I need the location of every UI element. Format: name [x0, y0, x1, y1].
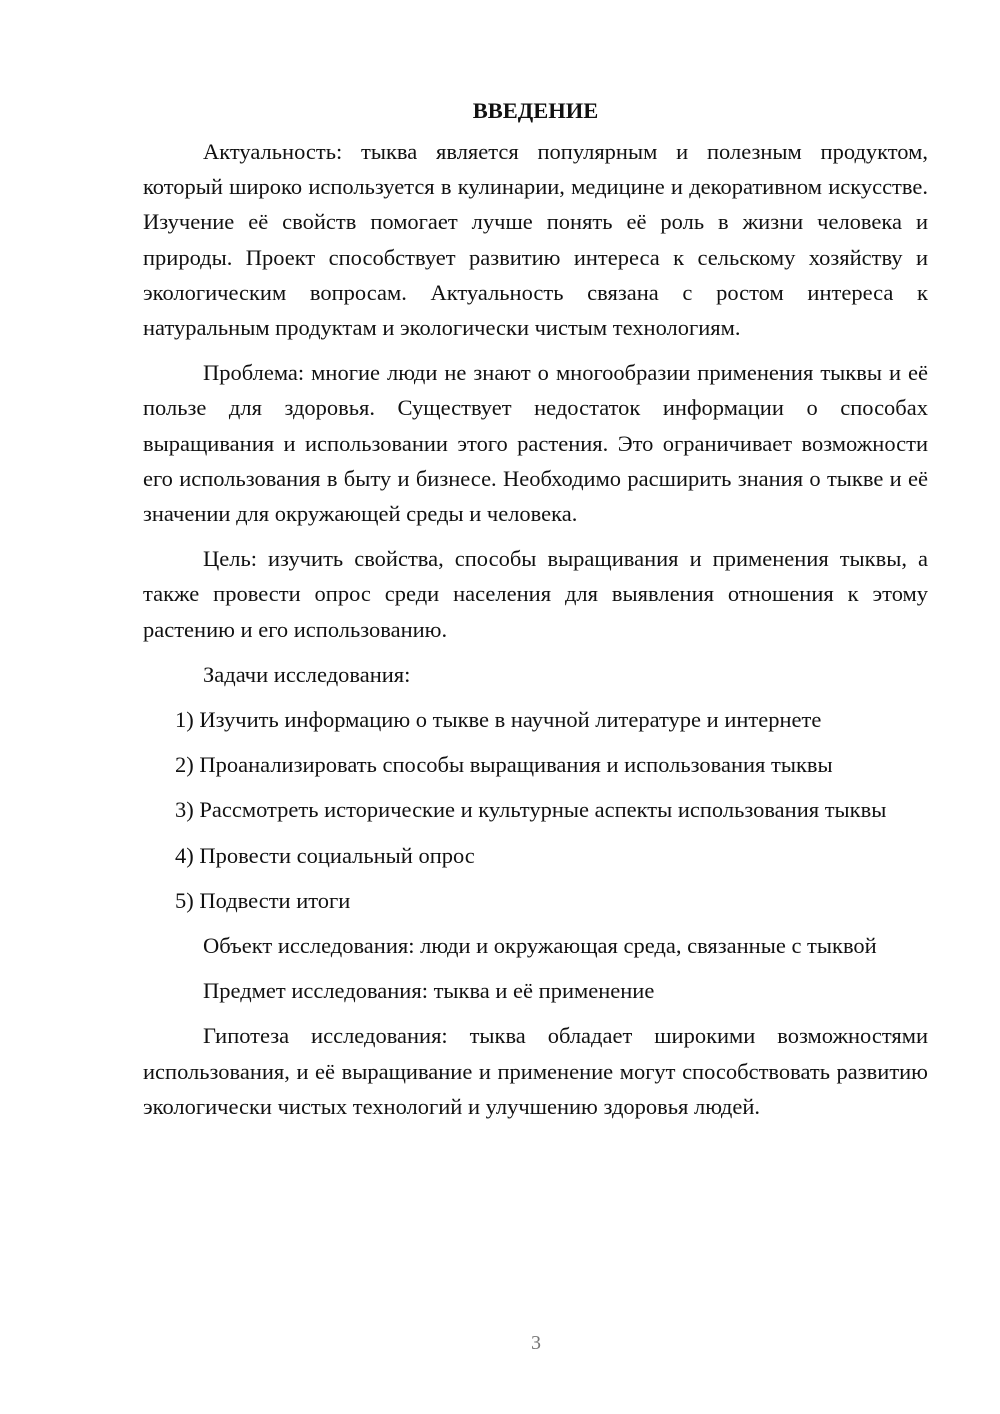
problem-paragraph: Проблема: многие люди не знают о многообразии применения тыквы и её пользе для здоровья. Существует недостаток информации о способах выращивания и использовании этого растения. Это ограничивает возможности его использования в быту и бизнесе. Необходимо расширить знания о тыкве и её значении для окружающей среды и человека. — [143, 360, 928, 527]
hypothesis-paragraph: Гипотеза исследования: тыква обладает широкими возможностями использования, и её выращивание и применение могут способствовать развитию экологически чистых технологий и улучшению здоровья людей. — [143, 1023, 928, 1119]
document-body — [143, 96, 928, 1134]
goal-paragraph: Цель: изучить свойства, способы выращивания и применения тыквы, а также провести опрос среди населения для выявления отношения к этому растению и его использованию. — [143, 546, 928, 642]
task-item-1: 1) Изучить информацию о тыкве в научной литературе и интернете — [175, 707, 822, 733]
relevance-paragraph: Актуальность: тыква является популярным и полезным продуктом, который широко используется в кулинарии, медицине и декоративном искусстве. Изучение её свойств помогает лучше понять её роль в жизни человека и природы. Проект способствует развитию интереса к сельскому хозяйству и экологическим вопросам. Актуальность связана с ростом интереса к натуральным продуктам и экологически чистым технологиям. — [143, 139, 928, 341]
task-item-4: 4) Провести социальный опрос — [175, 842, 475, 868]
task-item-3: 3) Рассмотреть исторические и культурные аспекты использования тыквы — [175, 797, 887, 823]
object-paragraph: Объект исследования: люди и окружающая среда, связанные с тыквой — [203, 933, 877, 959]
task-item-2: 2) Проанализировать способы выращивания и использования тыквы — [175, 752, 833, 778]
tasks-title: Задачи исследования: — [203, 661, 411, 687]
section-heading: ВВЕДЕНИЕ — [472, 98, 599, 123]
page-number: 3 — [531, 1332, 541, 1354]
task-item-5: 5) Подвести итоги — [175, 887, 351, 913]
subject-paragraph: Предмет исследования: тыква и её применение — [203, 978, 655, 1004]
